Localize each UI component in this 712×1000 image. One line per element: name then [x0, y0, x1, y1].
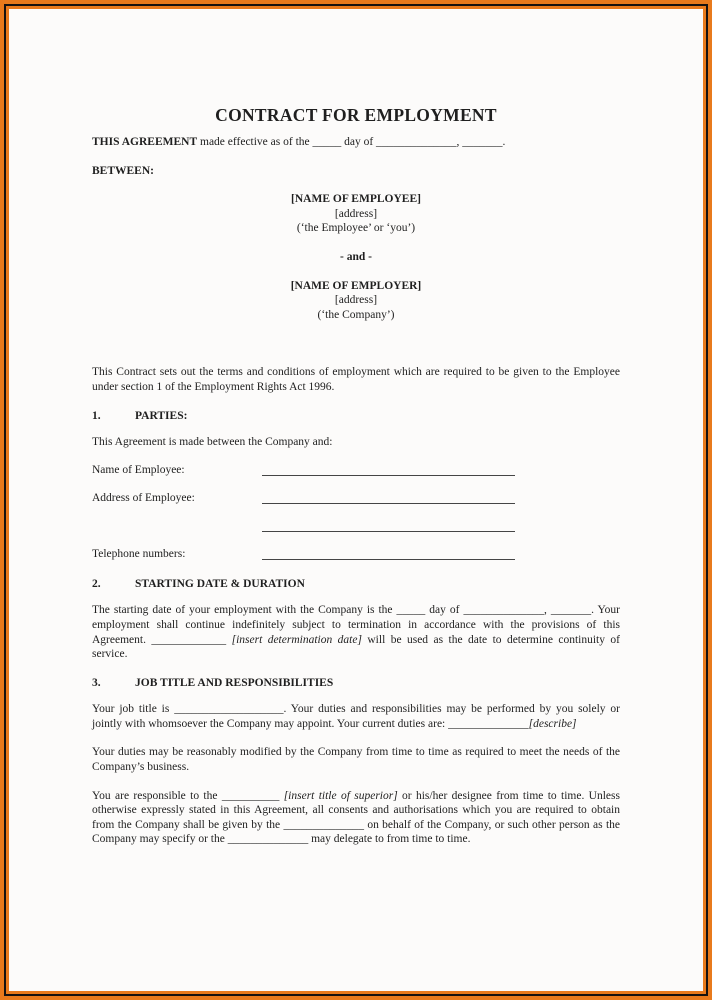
- effective-date-text: made effective as of the _____ day of ______________, _______.: [197, 136, 506, 148]
- telephone-field-label: Telephone numbers:: [92, 547, 186, 560]
- parties-field-group: [92, 450, 620, 562]
- responsible-text-2: or his/her designee from time to time. Unless otherwise expressly stated in this Agreement, all consents and authorisations which you are required to obtain from the Company shall be given by the ______________ on behalf of the Company, or such other person as the Company may specify or the ______________ may delegate to from time to time.: [92, 789, 620, 846]
- section-3-number: 3.: [92, 676, 101, 689]
- section-1-title: PARTIES:: [135, 409, 188, 422]
- responsible-to-paragraph: [92, 789, 620, 847]
- describe-placeholder: [describe]: [528, 717, 577, 730]
- job-title-paragraph: [92, 702, 620, 731]
- starting-date-text-2: will be used as the date to determine continuity of service.: [92, 633, 621, 661]
- section-1-heading: [92, 409, 620, 424]
- effective-date-line: [92, 135, 620, 150]
- employee-name-placeholder: [NAME OF EMPLOYEE]: [291, 193, 421, 206]
- agreement-keyword: THIS AGREEMENT: [92, 136, 198, 148]
- field-row-telephone-numbers: [92, 534, 620, 562]
- and-separator: - and -: [340, 250, 372, 263]
- responsible-text-1: You are responsible to the __________: [92, 789, 284, 802]
- determination-date-placeholder: [insert determination date]: [231, 633, 362, 646]
- field-row-employee-address-continued: [92, 506, 620, 534]
- employer-alias: (‘the Company’): [317, 308, 395, 321]
- employee-name-blank-line: [262, 475, 515, 476]
- employee-address-blank-line-2: [262, 531, 515, 532]
- employee-address-blank-line-1: [262, 503, 515, 504]
- field-row-employee-name: [92, 450, 620, 478]
- between-label: BETWEEN:: [92, 164, 154, 177]
- superior-title-placeholder: [insert title of superior]: [283, 789, 398, 802]
- contract-page: [9, 9, 703, 991]
- employee-address-placeholder: [address]: [334, 207, 378, 220]
- section-2-heading: [92, 577, 620, 592]
- starting-date-paragraph: [92, 603, 620, 661]
- employee-alias: (‘the Employee’ or ‘you’): [296, 222, 416, 235]
- employee-address-field-label: Address of Employee:: [92, 491, 195, 504]
- parties-lead-line: This Agreement is made between the Company and:: [92, 436, 333, 449]
- employee-name-field-label: Name of Employee:: [92, 463, 185, 476]
- employee-party-block: [92, 192, 620, 236]
- intro-paragraph: This Contract sets out the terms and conditions of employment which are required to be given to the Employee under section 1 of the Employment Rights Act 1996.: [92, 366, 620, 393]
- section-3-title: JOB TITLE AND RESPONSIBILITIES: [135, 676, 334, 689]
- duties-modified-paragraph: Your duties may be reasonably modified by the Company from time to time as required to meet the needs of the Company’s business.: [92, 746, 620, 774]
- employer-address-placeholder: [address]: [334, 294, 378, 307]
- section-2-number: 2.: [92, 577, 101, 590]
- section-1-number: 1.: [92, 409, 101, 422]
- section-3-heading: [92, 676, 620, 691]
- employer-name-placeholder: [NAME OF EMPLOYER]: [290, 279, 422, 292]
- employer-party-block: [92, 279, 620, 323]
- document-title: CONTRACT FOR EMPLOYMENT: [215, 105, 497, 125]
- field-row-employee-address: [92, 478, 620, 506]
- section-2-title: STARTING DATE & DURATION: [135, 577, 305, 590]
- job-title-text: Your job title is ___________________. Your duties and responsibilities may be performed by you solely or jointly with whomsoever the Company may appoint. Your current duties are: ______________: [92, 703, 620, 730]
- starting-date-text-1: The starting date of your employment with the Company is the _____ day of ______________, _______. Your employment shall continue indefinitely subject to termination in accordance with the provisions of this Agreement. _____________: [92, 604, 620, 646]
- telephone-blank-line: [262, 559, 515, 560]
